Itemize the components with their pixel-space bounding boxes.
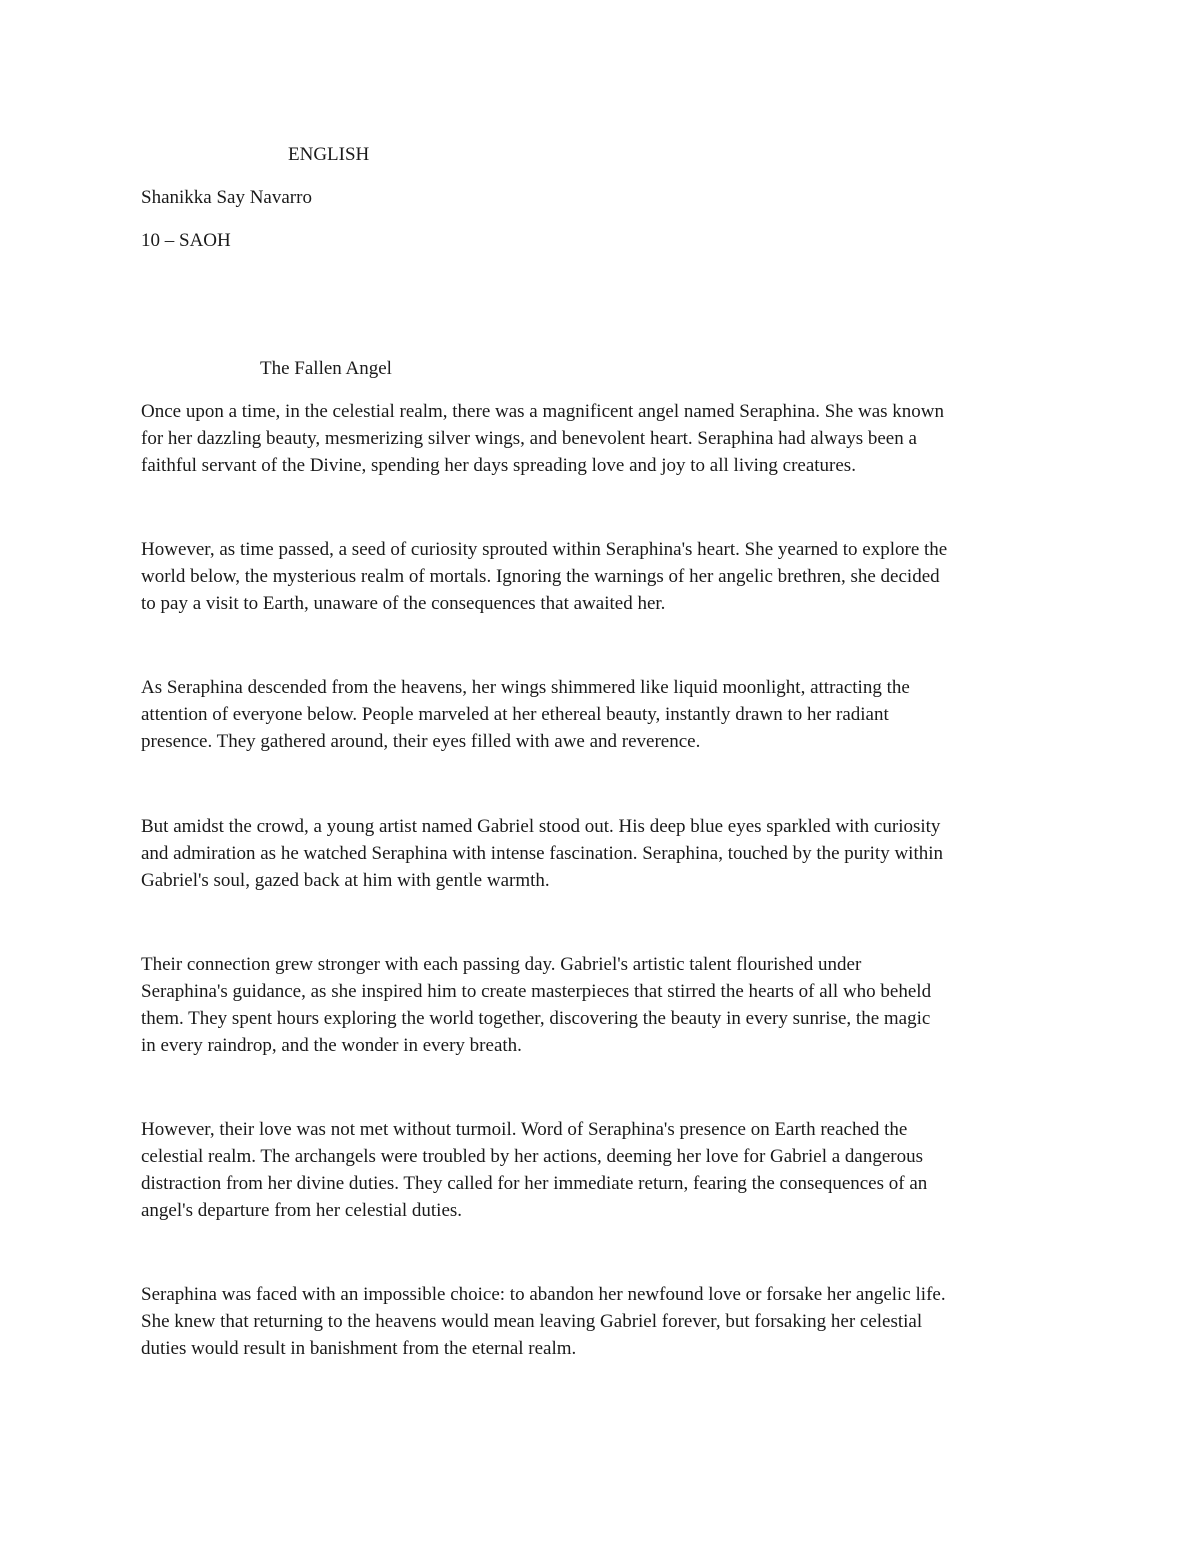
paragraph-line: in every raindrop, and the wonder in every breath.	[141, 1035, 522, 1056]
paragraph-line: to pay a visit to Earth, unaware of the consequences that awaited her.	[141, 593, 666, 614]
paragraph-line: Seraphina's guidance, as she inspired him to create masterpieces that stirred the hearts of all who beheld	[141, 981, 932, 1002]
paragraph-line: However, as time passed, a seed of curiosity sprouted within Seraphina's heart. She yearned to explore the	[141, 539, 948, 560]
paragraph-line: world below, the mysterious realm of mortals. Ignoring the warnings of her angelic brethren, she decided	[141, 566, 940, 587]
paragraph-line: But amidst the crowd, a young artist named Gabriel stood out. His deep blue eyes sparkled with curiosity	[141, 816, 941, 837]
subject-heading: ENGLISH	[288, 144, 370, 165]
paragraph-line: Their connection grew stronger with each passing day. Gabriel's artistic talent flourished under	[141, 954, 862, 975]
story-title: The Fallen Angel	[260, 358, 392, 379]
class-section: 10 – SAOH	[141, 230, 231, 251]
paragraph-line: distraction from her divine duties. They called for her immediate return, fearing the consequences of an	[141, 1173, 928, 1194]
paragraph-3	[141, 674, 1071, 755]
paragraph-line: attention of everyone below. People marveled at her ethereal beauty, instantly drawn to her radiant	[141, 704, 889, 725]
paragraph-line: Seraphina was faced with an impossible choice: to abandon her newfound love or forsake her angelic life.	[141, 1284, 946, 1305]
paragraph-7	[141, 1281, 1071, 1362]
paragraph-5	[141, 951, 1071, 1059]
paragraph-2	[141, 536, 1071, 617]
paragraph-line: As Seraphina descended from the heavens, her wings shimmered like liquid moonlight, attracting the	[141, 677, 910, 698]
paragraph-line: However, their love was not met without turmoil. Word of Seraphina's presence on Earth reached the	[141, 1119, 908, 1140]
paragraph-line: She knew that returning to the heavens would mean leaving Gabriel forever, but forsaking her celestial	[141, 1311, 923, 1332]
paragraph-line: presence. They gathered around, their eyes filled with awe and reverence.	[141, 731, 701, 752]
paragraph-1	[141, 398, 1071, 479]
paragraph-line: and admiration as he watched Seraphina with intense fascination. Seraphina, touched by the purity within	[141, 843, 943, 864]
paragraph-line: Once upon a time, in the celestial realm, there was a magnificent angel named Seraphina. She was known	[141, 401, 945, 422]
paragraph-4	[141, 813, 1071, 894]
paragraph-line: duties would result in banishment from the eternal realm.	[141, 1338, 577, 1359]
author-name: Shanikka Say Navarro	[141, 187, 312, 208]
paragraph-line: Gabriel's soul, gazed back at him with gentle warmth.	[141, 870, 550, 891]
paragraph-line: angel's departure from her celestial duties.	[141, 1200, 463, 1221]
paragraph-6	[141, 1116, 1071, 1224]
paragraph-line: for her dazzling beauty, mesmerizing silver wings, and benevolent heart. Seraphina had always been a	[141, 428, 917, 449]
paragraph-line: celestial realm. The archangels were troubled by her actions, deeming her love for Gabriel a dangerous	[141, 1146, 924, 1167]
paragraph-line: faithful servant of the Divine, spending her days spreading love and joy to all living creatures.	[141, 455, 856, 476]
paragraph-line: them. They spent hours exploring the world together, discovering the beauty in every sunrise, the magic	[141, 1008, 931, 1029]
